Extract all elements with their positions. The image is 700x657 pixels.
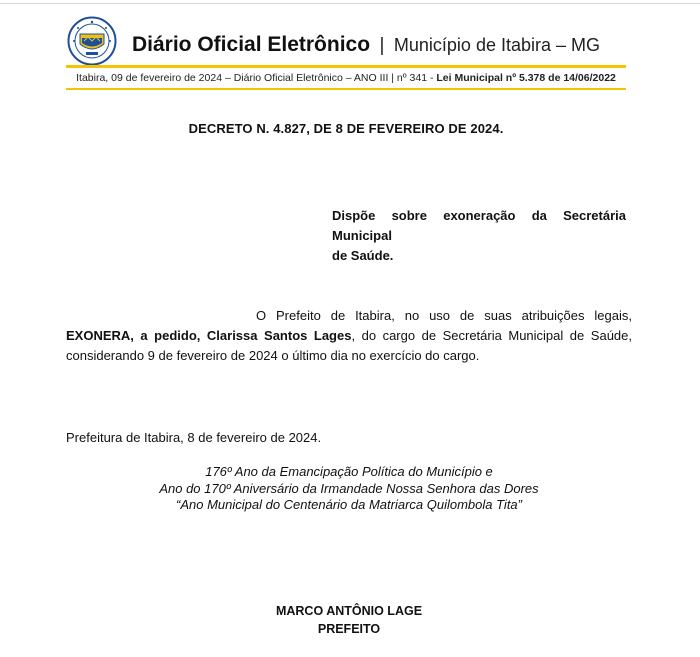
signer-role: PREFEITO <box>317 622 381 636</box>
issue-info <box>66 72 626 84</box>
gazette-subtitle: Município de Itabira – MG <box>393 35 601 55</box>
body-line-2 <box>66 326 632 346</box>
gazette-title-row <box>132 33 600 57</box>
signature-block <box>66 602 632 638</box>
ementa-line-1: Dispõe sobre exoneração da Secretária Municipal <box>332 208 626 243</box>
law-reference: Lei Municipal nº 5.378 de 14/06/2022 <box>436 72 616 84</box>
title-separator: | <box>379 35 385 56</box>
body-line-1-text: O Prefeito de Itabira, no uso de suas atribuições legais, <box>256 308 632 323</box>
decree-body <box>66 306 632 366</box>
motto-line-2: Ano do 170º Aniversário da Irmandade Nossa Senhora das Dores <box>159 480 539 496</box>
header-rule-top <box>66 65 626 68</box>
decree-title: DECRETO N. 4.827, DE 8 DE FEVEREIRO DE 2024. <box>188 121 504 136</box>
ementa-line-2: de Saúde. <box>332 248 394 263</box>
commemorative-motto <box>66 464 632 514</box>
place-date: Prefeitura de Itabira, 8 de fevereiro de 2024. <box>66 430 322 445</box>
top-border <box>0 3 700 4</box>
signer-name: MARCO ANTÔNIO LAGE <box>275 604 423 618</box>
decree-ementa <box>332 206 626 266</box>
gazette-title: Diário Oficial Eletrônico <box>132 33 371 56</box>
body-line-3: considerando 9 de fevereiro de 2024 o último dia no exercício do cargo. <box>66 348 480 363</box>
issue-info-text: Itabira, 09 de fevereiro de 2024 – Diário Oficial Eletrônico – ANO III | nº 341 - <box>76 72 437 84</box>
body-verb: EXONERA, a pedido, Clarissa Santos Lages <box>66 328 352 343</box>
body-line-2-text: , do cargo de Secretária Municipal de Saúde, <box>351 328 632 343</box>
gazette-header <box>66 16 626 62</box>
header-rule-bottom <box>66 88 626 90</box>
municipal-seal-icon <box>66 16 118 66</box>
motto-line-3: “Ano Municipal do Centenário da Matriarca Quilombola Tita” <box>176 497 522 512</box>
body-line-1 <box>66 306 632 326</box>
motto-line-1: 176º Ano da Emancipação Política do Município e <box>205 464 493 479</box>
